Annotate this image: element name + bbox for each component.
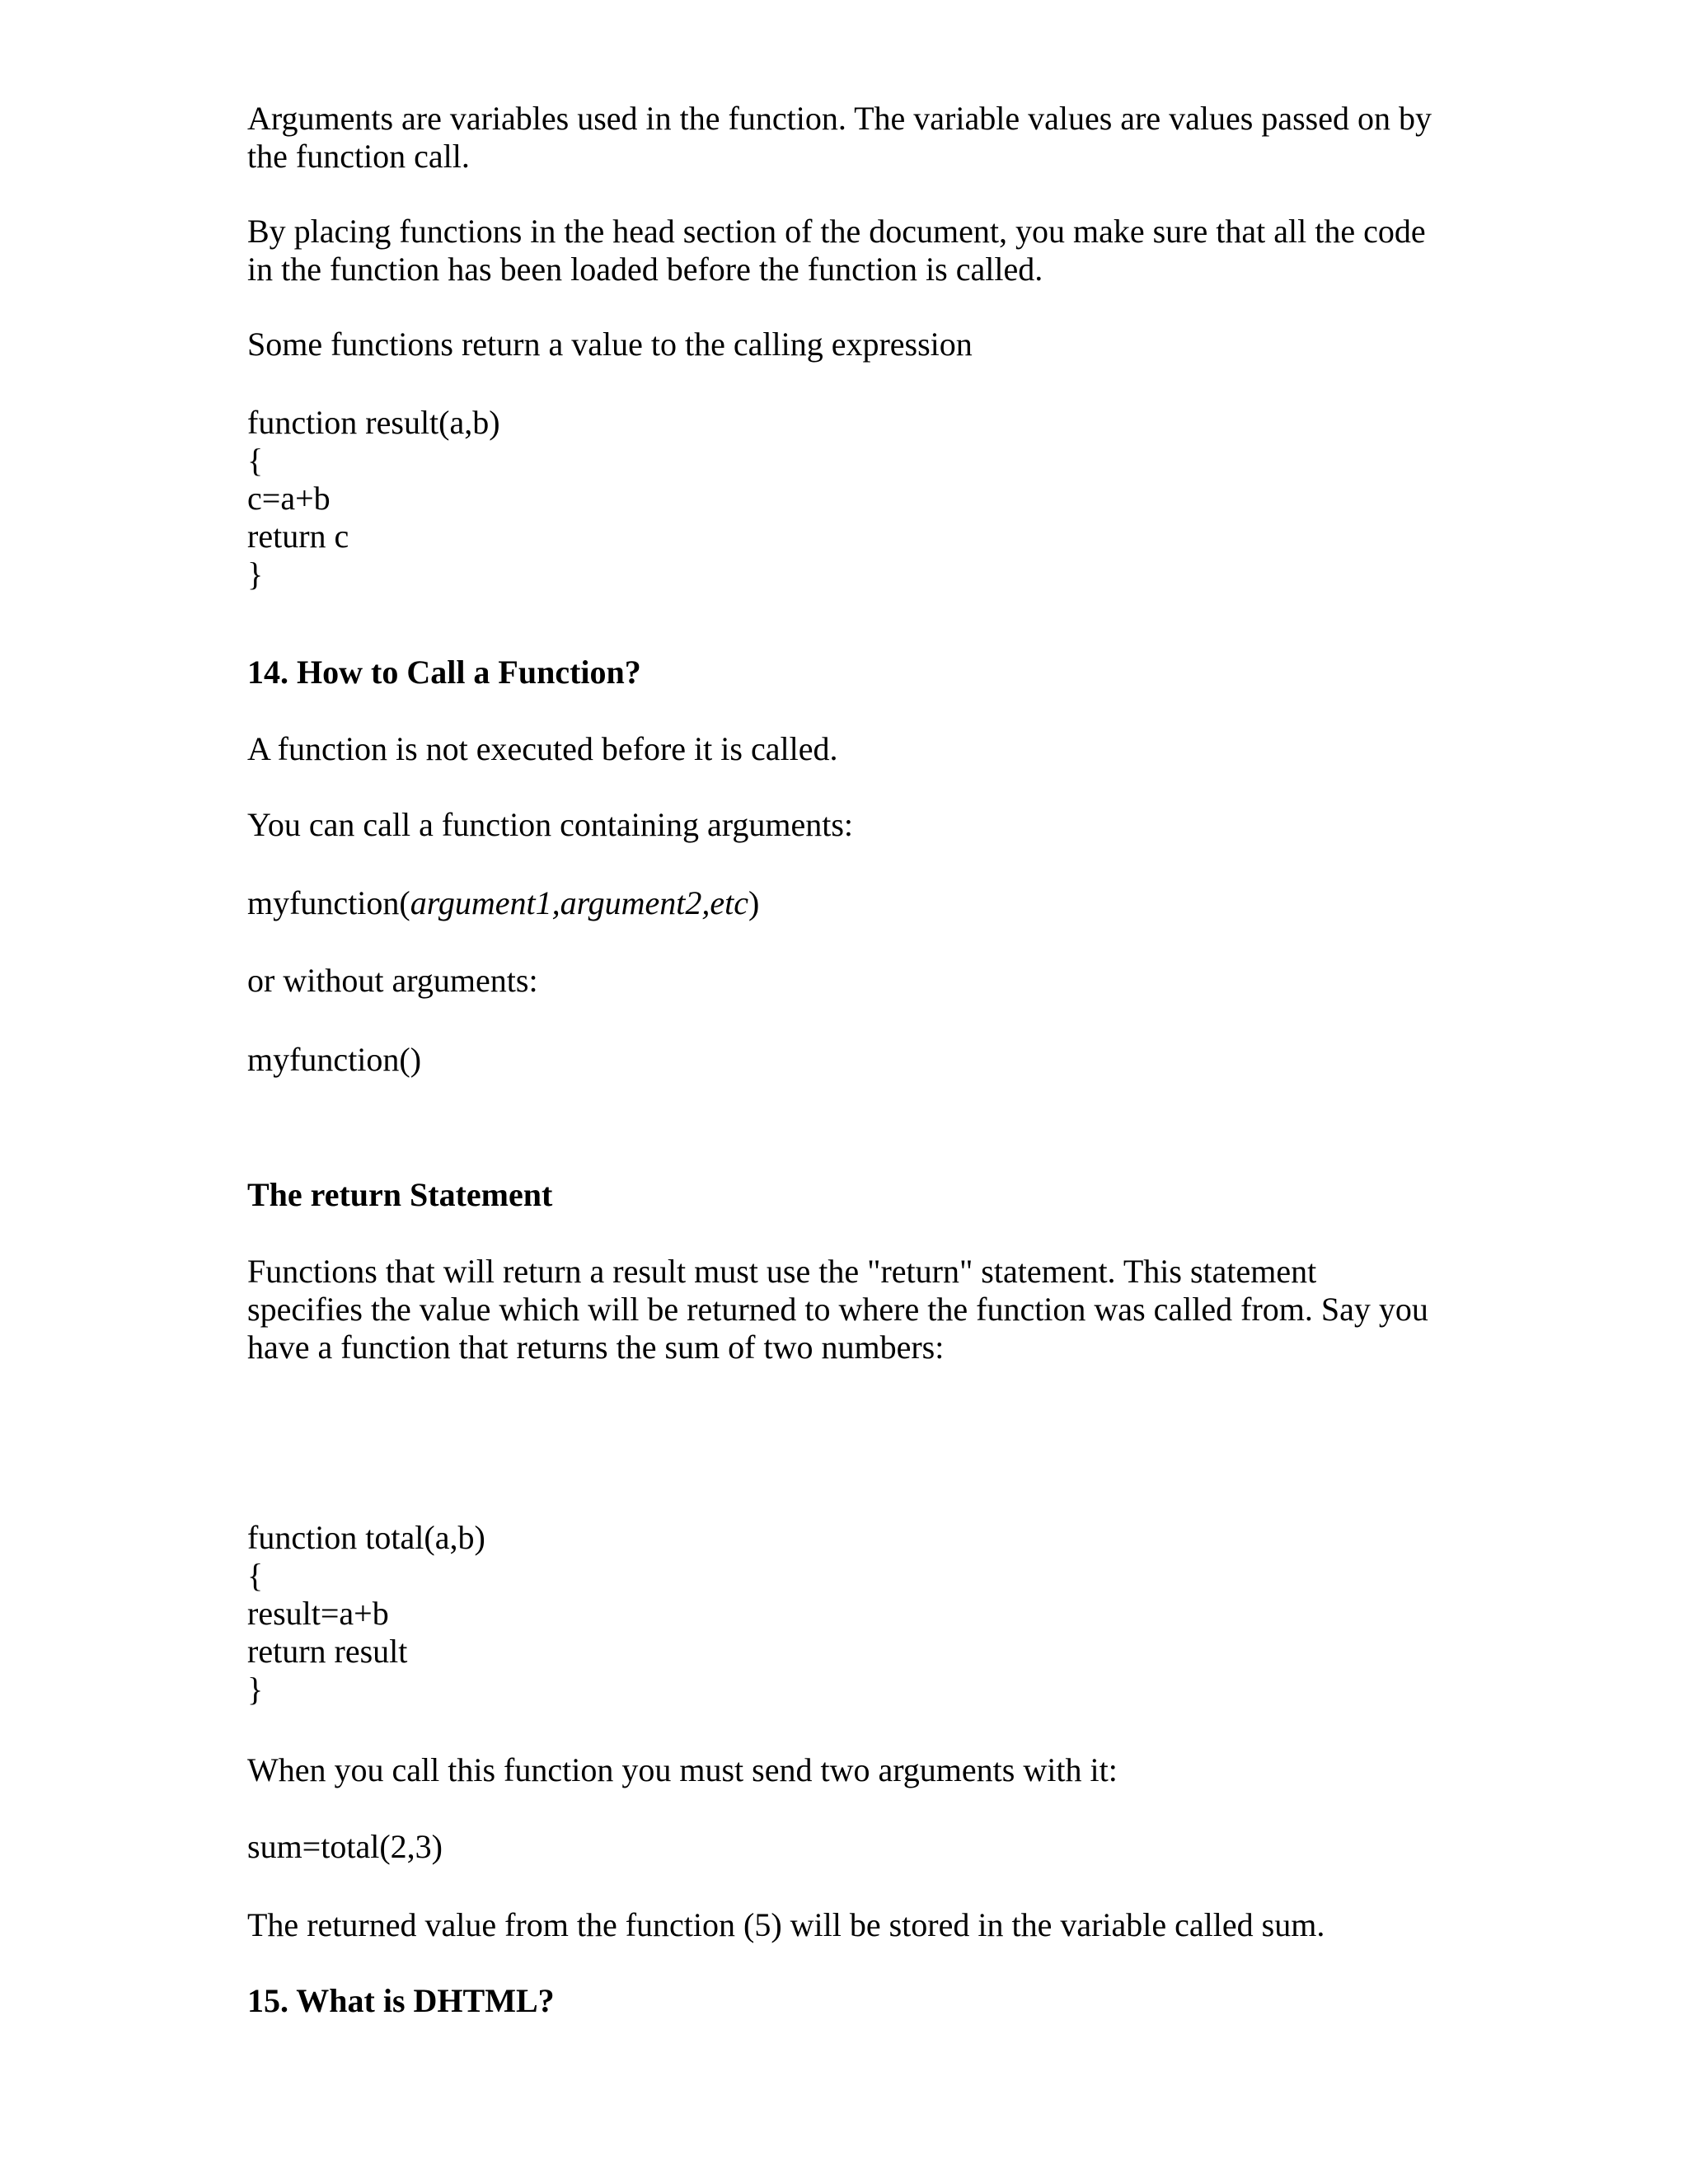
paragraph-return-value: Some functions return a value to the calling expression	[247, 326, 973, 363]
code-total-line-1: function total(a,b)	[247, 1519, 485, 1556]
code-result-line-2: {	[247, 442, 264, 479]
paragraph-returned-value: The returned value from the function (5) will be stored in the variable called sum.	[247, 1906, 1325, 1943]
code-sum-call: sum=total(2,3)	[247, 1828, 443, 1865]
code-call-without-arguments: myfunction()	[247, 1041, 422, 1078]
paragraph-call-with-arguments: You can call a function containing arguments:	[247, 806, 854, 843]
code-result-line-3: c=a+b	[247, 480, 331, 517]
heading-how-to-call-function: 14. How to Call a Function?	[247, 654, 641, 691]
code-result-line-1: function result(a,b)	[247, 404, 500, 441]
paragraph-head-section-line-1: By placing functions in the head section of the document, you make sure that all the code	[247, 213, 1426, 250]
code-total-line-5: }	[247, 1671, 264, 1708]
paragraph-arguments-line-2: the function call.	[247, 138, 470, 175]
paragraph-return-statement-line-1: Functions that will return a result must use the "return" statement. This statement	[247, 1253, 1317, 1290]
code-call-arguments: argument1,argument2,etc	[410, 884, 749, 921]
paragraph-without-arguments: or without arguments:	[247, 962, 538, 999]
code-call-suffix: )	[748, 884, 760, 921]
code-total-line-4: return result	[247, 1633, 408, 1670]
paragraph-arguments-line-1: Arguments are variables used in the function. The variable values are values passed on by	[247, 100, 1432, 137]
heading-return-statement: The return Statement	[247, 1176, 553, 1213]
code-total-line-2: {	[247, 1557, 264, 1594]
code-call-prefix: myfunction(	[247, 884, 410, 921]
paragraph-return-statement-line-2: specifies the value which will be returned to where the function was called from. Say you	[247, 1291, 1428, 1328]
paragraph-not-executed: A function is not executed before it is called.	[247, 730, 838, 767]
paragraph-send-arguments: When you call this function you must send two arguments with it:	[247, 1751, 1118, 1788]
code-total-line-3: result=a+b	[247, 1595, 389, 1632]
paragraph-head-section-line-2: in the function has been loaded before the function is called.	[247, 251, 1043, 288]
paragraph-return-statement-line-3: have a function that returns the sum of two numbers:	[247, 1329, 945, 1366]
code-result-line-5: }	[247, 555, 264, 593]
code-call-with-arguments	[247, 884, 759, 922]
code-result-line-4: return c	[247, 518, 349, 555]
heading-what-is-dhtml: 15. What is DHTML?	[247, 1982, 555, 2019]
